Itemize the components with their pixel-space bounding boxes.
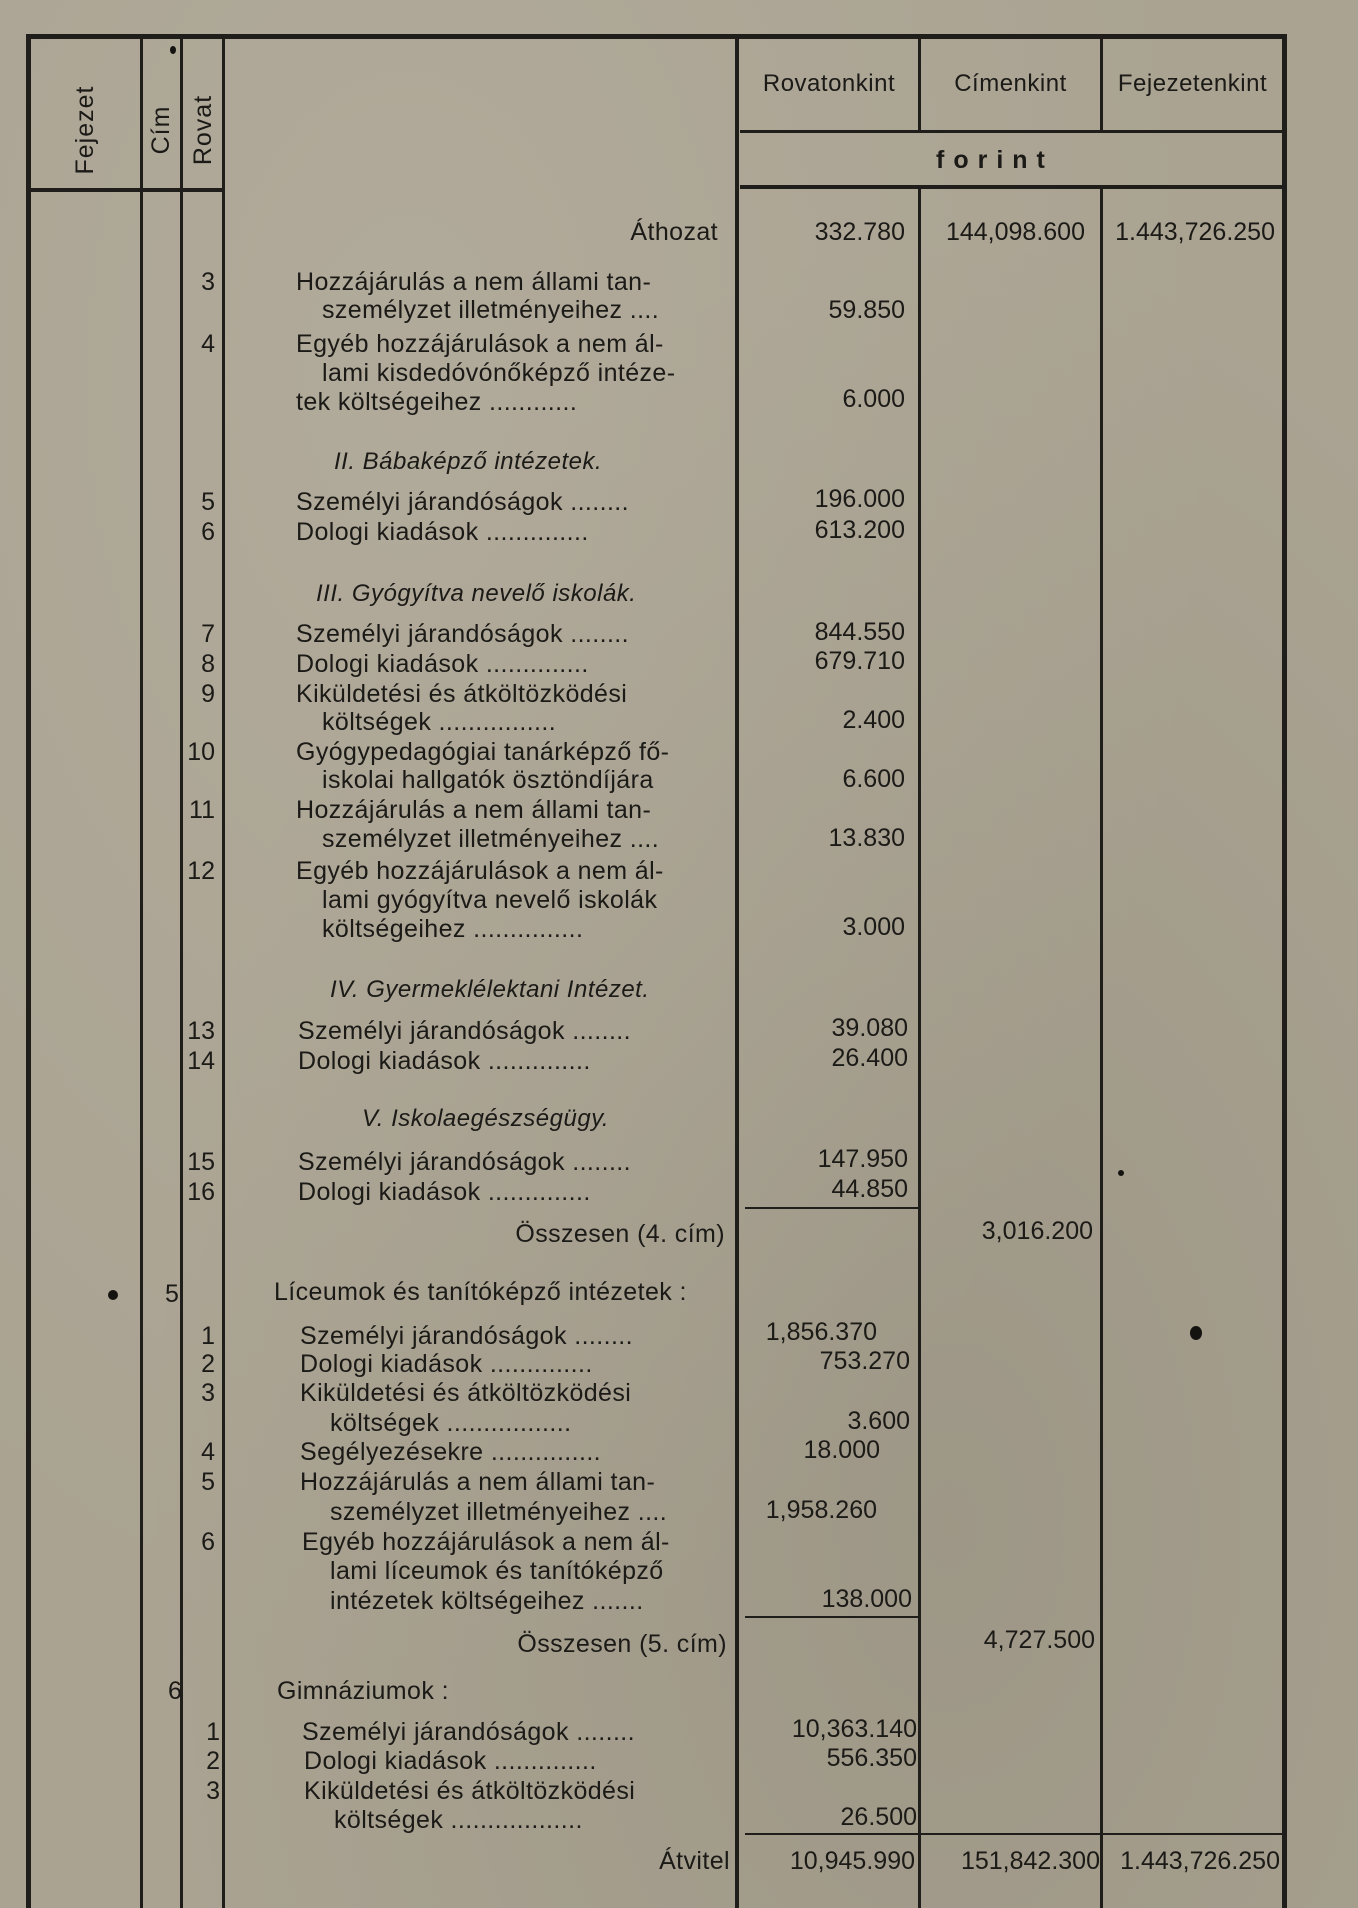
row-amount: 10,363.140 — [791, 1715, 917, 1743]
header-cim: Cím — [147, 105, 175, 155]
rovat-number: 7 — [201, 620, 215, 648]
row-description: költségek ................ — [322, 708, 557, 736]
row-description: Gyógypedagógiai tanárképző fő- — [296, 738, 670, 766]
subtotal-cimenkint: 3,016.200 — [981, 1217, 1093, 1245]
row-amount: 1,856.370 — [765, 1318, 877, 1346]
rovat-number: 5 — [201, 488, 215, 516]
row-amount: 2.400 — [842, 706, 905, 734]
section-heading: III. Gyógyítva nevelő iskolák. — [316, 580, 637, 607]
header-rovat: Rovat — [189, 94, 217, 166]
subtotal-rule — [745, 1207, 920, 1209]
row-description: Dologi kiadások .............. — [298, 1047, 591, 1075]
rovat-number: 11 — [189, 796, 215, 824]
row-amount: 138.000 — [821, 1585, 912, 1613]
subtotal-label: Összesen (4. cím) — [515, 1220, 725, 1248]
rovat-number: 14 — [187, 1047, 215, 1075]
row-description: Kiküldetési és átköltözködési — [300, 1379, 632, 1407]
col-divider-cimenkint-body — [1100, 188, 1103, 1908]
row-description: Személyi járandóságok ........ — [302, 1718, 635, 1746]
cim-title: Gimnáziumok : — [277, 1677, 449, 1705]
header-rovatonkint: Rovatonkint — [762, 70, 896, 97]
rovat-number: 3 — [201, 1379, 215, 1407]
row-description: iskolai hallgatók ösztöndíjára — [322, 766, 654, 794]
row-amount: 613.200 — [814, 516, 905, 544]
row-description: Dologi kiadások .............. — [296, 650, 589, 678]
row-description: Személyi járandóságok ........ — [296, 488, 629, 516]
row-amount: 196.000 — [814, 485, 905, 513]
col-divider-rovat — [222, 38, 225, 1908]
row-amount: 6.000 — [842, 385, 905, 413]
row-description: tek költségeihez ............ — [296, 388, 578, 416]
frame-top-border — [26, 34, 1287, 39]
row-amount: 1,958.260 — [765, 1496, 877, 1524]
row-description: Dologi kiadások .............. — [304, 1747, 597, 1775]
athozat-fejezetenkint: 1.443,726.250 — [1115, 218, 1275, 246]
row-description: költségeihez ............... — [322, 915, 584, 943]
atvitel-rovatonkint: 10,945.990 — [789, 1847, 915, 1875]
rovat-number: 15 — [187, 1148, 215, 1176]
row-description: lami kisdedóvónőképző intéze- — [322, 359, 676, 387]
rovat-number: 2 — [206, 1747, 220, 1775]
col-divider-cim — [180, 38, 183, 1908]
row-description: lami gyógyítva nevelő iskolák — [322, 886, 658, 914]
row-description: Kiküldetési és átköltözködési — [296, 680, 628, 708]
ink-speck — [108, 1290, 118, 1300]
row-description: Segélyezésekre ............... — [300, 1438, 602, 1466]
row-amount: 6.600 — [842, 765, 905, 793]
rovat-number: 6 — [201, 518, 215, 546]
row-description: Kiküldetési és átköltözködési — [304, 1777, 636, 1805]
ink-speck — [1118, 1170, 1124, 1176]
header-unit-line — [740, 130, 1282, 133]
cim-title: Líceumok és tanítóképző intézetek : — [274, 1278, 687, 1306]
row-amount: 18.000 — [803, 1436, 880, 1464]
rovat-number: 8 — [201, 650, 215, 678]
frame-right-border — [1282, 34, 1287, 1908]
athozat-label: Áthozat — [630, 218, 718, 246]
row-description: Hozzájárulás a nem állami tan- — [296, 796, 652, 824]
row-description: Egyéb hozzájárulások a nem ál- — [296, 330, 664, 358]
row-description: Dologi kiadások .............. — [298, 1178, 591, 1206]
row-amount: 13.830 — [828, 824, 905, 852]
athozat-rovatonkint: 332.780 — [814, 218, 905, 246]
subtotal-rule — [745, 1616, 920, 1618]
cim-number: 6 — [168, 1677, 182, 1705]
row-amount: 39.080 — [831, 1014, 908, 1042]
row-description: Személyi járandóságok ........ — [298, 1148, 631, 1176]
row-amount: 59.850 — [828, 296, 905, 324]
row-description: Egyéb hozzájárulások a nem ál- — [296, 857, 664, 885]
header-fejezet: Fejezet — [71, 85, 99, 175]
header-fejezetenkint: Fejezetenkint — [1117, 70, 1268, 97]
section-heading: IV. Gyermeklélektani Intézet. — [330, 976, 650, 1003]
atvitel-rule — [745, 1833, 1282, 1835]
ink-speck — [170, 46, 176, 54]
row-description: személyzet illetményeihez .... — [322, 825, 660, 853]
rovat-number: 1 — [206, 1718, 220, 1746]
row-amount: 3.600 — [847, 1407, 910, 1435]
atvitel-cimenkint: 151,842.300 — [960, 1847, 1100, 1875]
rovat-number: 6 — [201, 1528, 215, 1556]
rovat-number: 13 — [187, 1017, 215, 1045]
row-description: költségek .................. — [334, 1806, 583, 1834]
row-description: Személyi járandóságok ........ — [298, 1017, 631, 1045]
row-description: Egyéb hozzájárulások a nem ál- — [302, 1528, 670, 1556]
col-divider-rovatonkint-body — [918, 188, 921, 1908]
header-bottom-line-right — [740, 185, 1282, 189]
row-description: Dologi kiadások .............. — [296, 518, 589, 546]
row-amount: 44.850 — [831, 1175, 908, 1203]
atvitel-fejezetenkint: 1.443,726.250 — [1120, 1847, 1280, 1875]
row-amount: 679.710 — [814, 647, 905, 675]
row-amount: 844.550 — [814, 618, 905, 646]
row-amount: 753.270 — [819, 1347, 910, 1375]
row-description: lami líceumok és tanítóképző — [330, 1557, 664, 1585]
rovat-number: 5 — [201, 1468, 215, 1496]
row-description: intézetek költségeihez ....... — [330, 1587, 644, 1615]
subtotal-label: Összesen (5. cím) — [517, 1630, 727, 1658]
row-amount: 3.000 — [842, 913, 905, 941]
header-unit-forint: forint — [936, 146, 1054, 174]
subtotal-cimenkint: 4,727.500 — [983, 1626, 1095, 1654]
rovat-number: 3 — [206, 1777, 220, 1805]
cim-number: 5 — [165, 1280, 179, 1308]
athozat-cimenkint: 144,098.600 — [945, 218, 1085, 246]
row-description: Dologi kiadások .............. — [300, 1350, 593, 1378]
rovat-number: 9 — [201, 680, 215, 708]
rovat-number: 4 — [201, 330, 215, 358]
rovat-number: 10 — [187, 738, 215, 766]
row-amount: 147.950 — [817, 1145, 908, 1173]
rovat-number: 16 — [187, 1178, 215, 1206]
rovat-number: 2 — [201, 1350, 215, 1378]
section-heading: V. Iskolaegészségügy. — [362, 1105, 610, 1132]
row-description: személyzet illetményeihez .... — [330, 1498, 668, 1526]
rovat-number: 12 — [187, 857, 215, 885]
frame-left-border — [26, 38, 31, 1908]
row-amount: 26.400 — [831, 1044, 908, 1072]
ink-speck — [1190, 1326, 1202, 1340]
rovat-number: 1 — [201, 1322, 215, 1350]
row-description: Hozzájárulás a nem állami tan- — [296, 268, 652, 296]
section-heading: II. Bábaképző intézetek. — [334, 448, 603, 475]
row-description: Hozzájárulás a nem állami tan- — [300, 1468, 656, 1496]
col-divider-fejezet — [140, 38, 143, 1908]
header-cimenkint: Címenkint — [954, 70, 1067, 97]
rovat-number: 3 — [201, 268, 215, 296]
row-description: költségek ................. — [330, 1409, 572, 1437]
rovat-number: 4 — [201, 1438, 215, 1466]
row-description: személyzet illetményeihez .... — [322, 296, 660, 324]
row-description: Személyi járandóságok ........ — [296, 620, 629, 648]
atvitel-label: Átvitel — [659, 1847, 730, 1875]
row-amount: 556.350 — [826, 1744, 917, 1772]
row-amount: 26.500 — [840, 1803, 917, 1831]
row-description: Személyi járandóságok ........ — [300, 1322, 633, 1350]
